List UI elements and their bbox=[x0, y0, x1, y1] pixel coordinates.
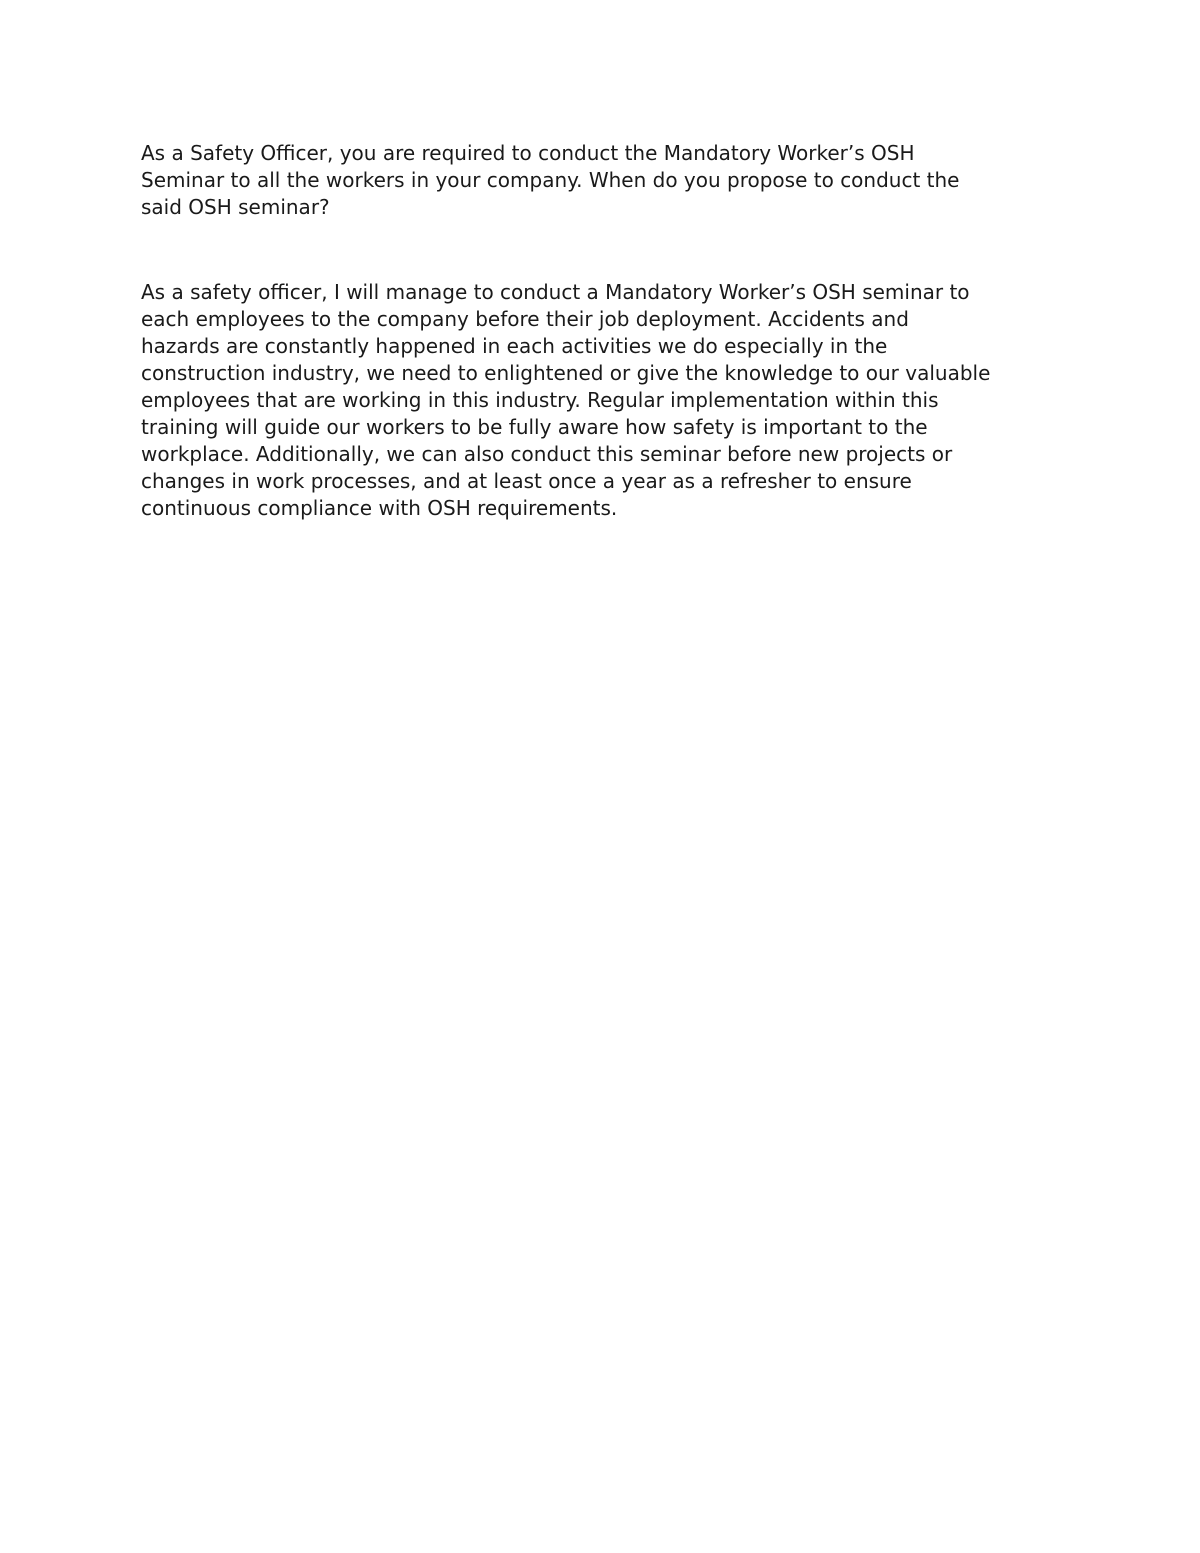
answer-line: training will guide our workers to be fully aware how safety is important to the bbox=[141, 415, 928, 439]
answer-line: workplace. Additionally, we can also conduct this seminar before new projects or bbox=[141, 442, 953, 466]
question-line: said OSH seminar? bbox=[141, 195, 330, 219]
answer-line: continuous compliance with OSH requirements. bbox=[141, 496, 618, 520]
answer-line: each employees to the company before their job deployment. Accidents and bbox=[141, 307, 909, 331]
answer-line: As a safety officer, I will manage to conduct a Mandatory Worker’s OSH seminar to bbox=[141, 280, 970, 304]
question-paragraph bbox=[141, 140, 1081, 221]
question-line: As a Safety Officer, you are required to conduct the Mandatory Worker’s OSH bbox=[141, 141, 915, 165]
document-body bbox=[141, 140, 1081, 522]
answer-line: changes in work processes, and at least once a year as a refresher to ensure bbox=[141, 469, 912, 493]
answer-line: construction industry, we need to enlightened or give the knowledge to our valuable bbox=[141, 361, 991, 385]
question-line: Seminar to all the workers in your company. When do you propose to conduct the bbox=[141, 168, 960, 192]
answer-paragraph bbox=[141, 279, 1081, 522]
answer-line: hazards are constantly happened in each activities we do especially in the bbox=[141, 334, 888, 358]
answer-line: employees that are working in this industry. Regular implementation within this bbox=[141, 388, 939, 412]
